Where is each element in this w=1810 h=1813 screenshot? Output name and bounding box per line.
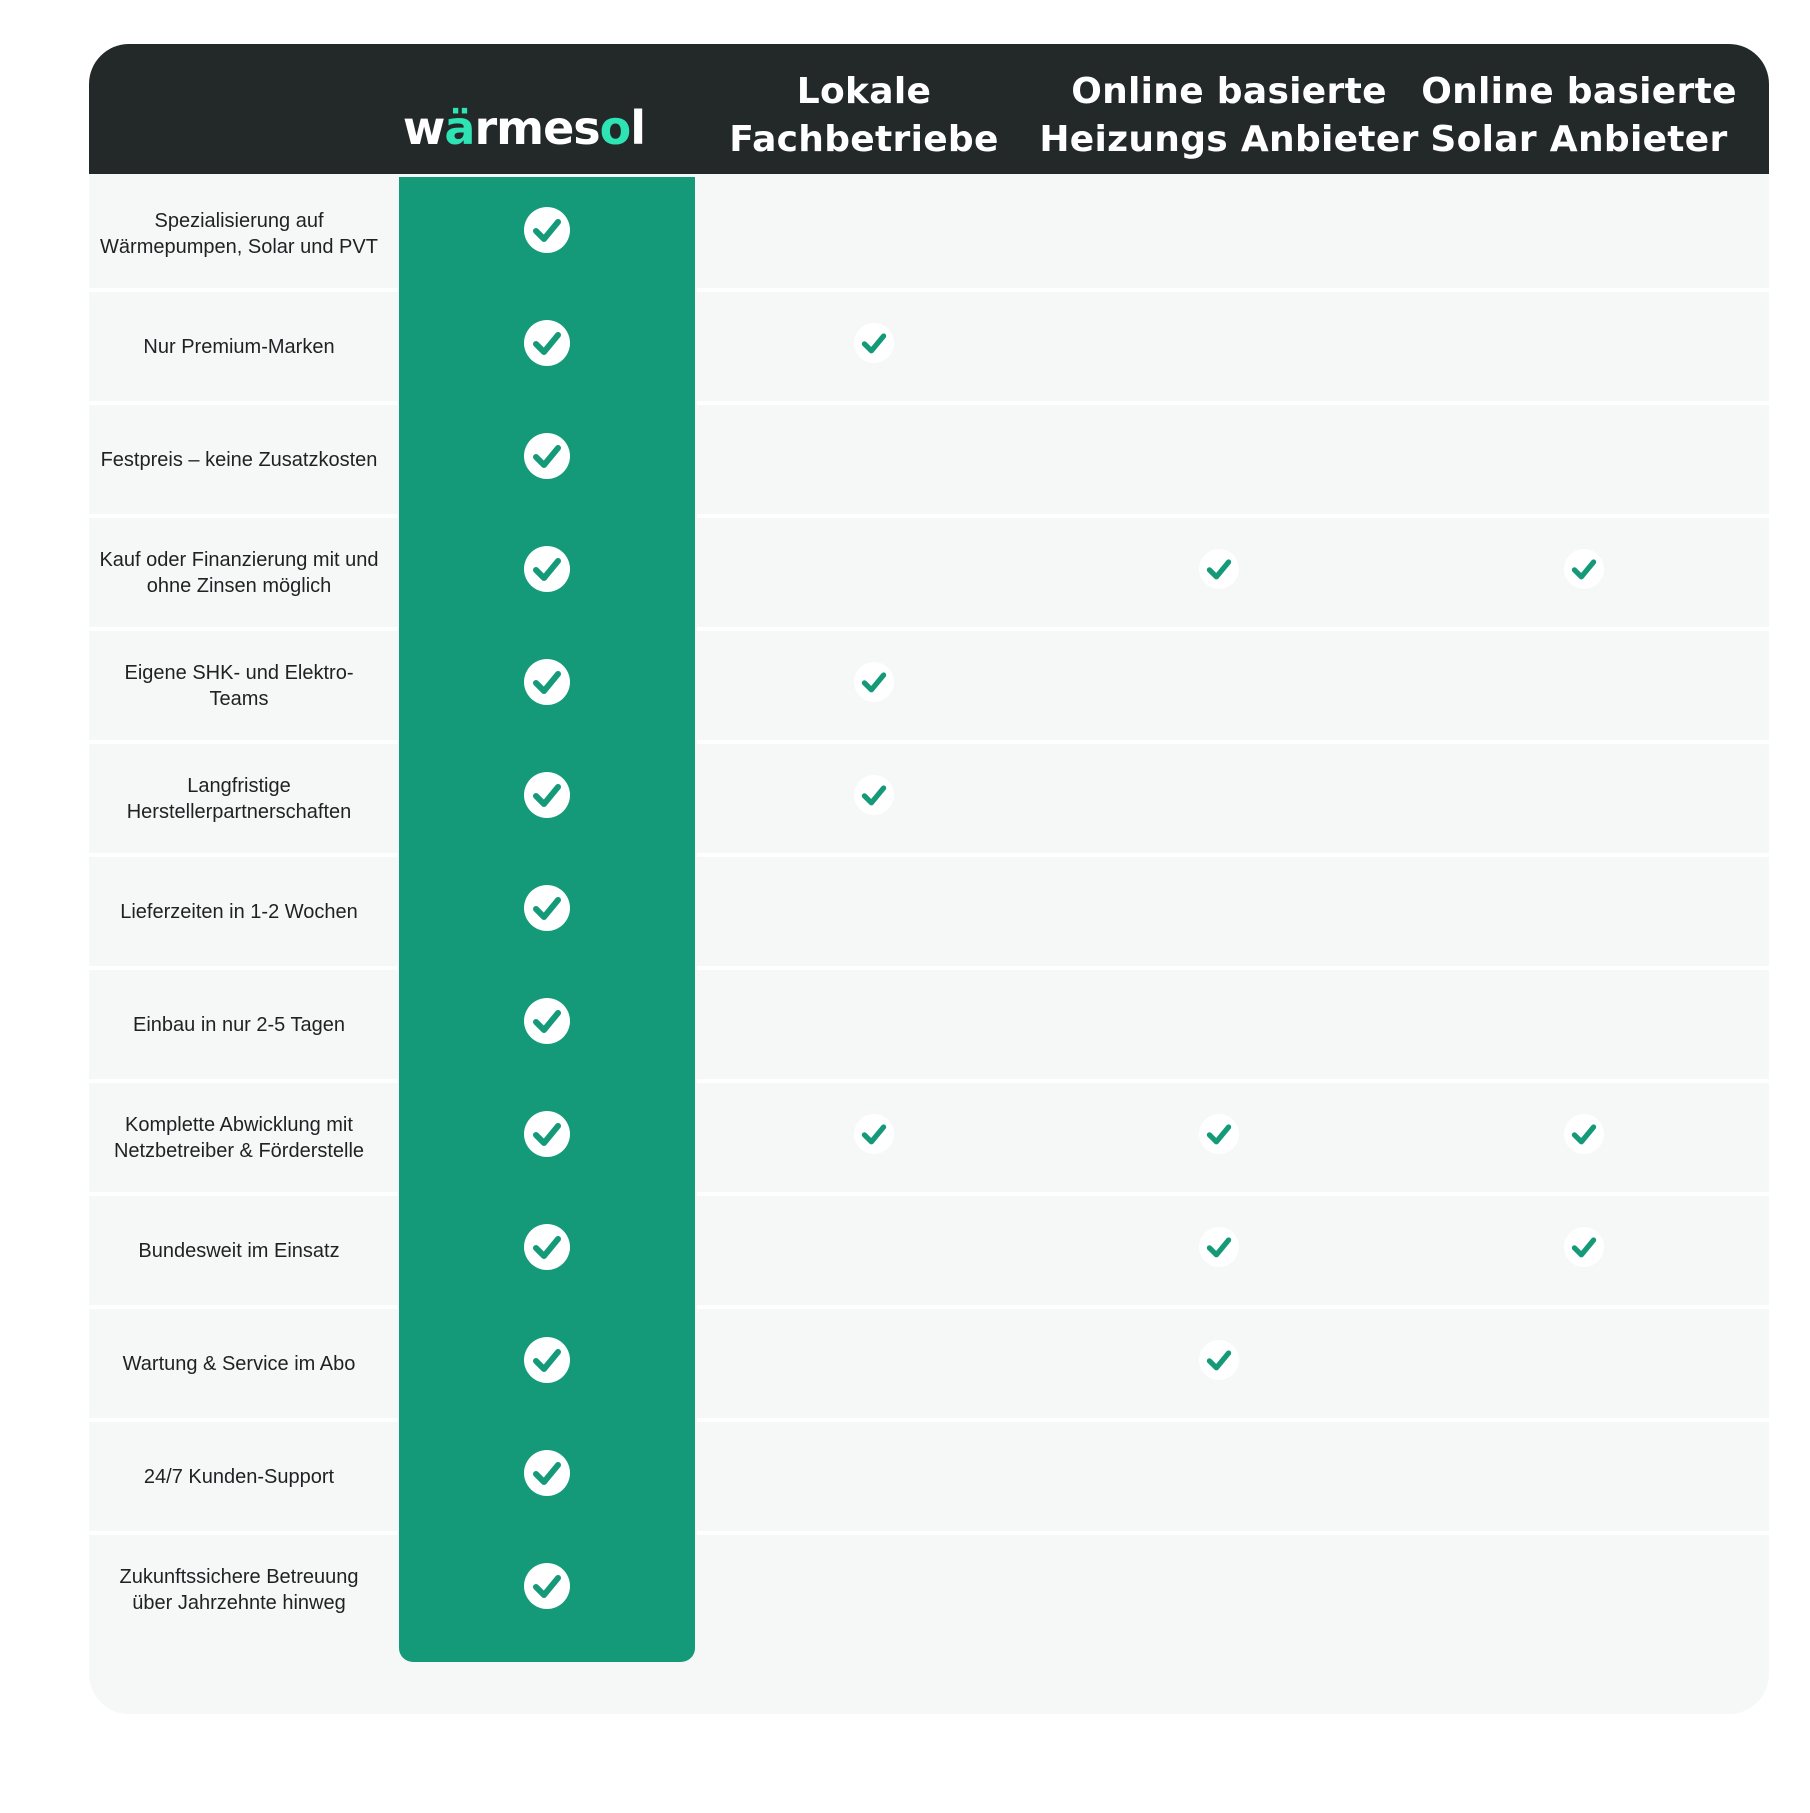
row-divider bbox=[697, 1079, 1769, 1083]
feature-text: Komplette Abwicklung mit Netzbetreiber & Förderstelle bbox=[113, 1113, 365, 1162]
check-icon-solar bbox=[1564, 1227, 1604, 1267]
feature-text: Nur Premium-Marken bbox=[143, 335, 335, 358]
feature-text: Einbau in nur 2-5 Tagen bbox=[132, 1013, 345, 1036]
logo-part: l bbox=[630, 101, 646, 155]
feature-label bbox=[89, 1194, 389, 1307]
feature-text: Zukunftssichere Betreuung über Jahrzehnte hinweg bbox=[119, 1565, 359, 1614]
feature-label bbox=[89, 742, 389, 855]
feature-label bbox=[89, 177, 389, 290]
feature-label bbox=[89, 855, 389, 968]
row-divider bbox=[697, 1418, 1769, 1422]
feature-text: Lieferzeiten in 1-2 Wochen bbox=[120, 900, 358, 923]
row-divider bbox=[697, 1305, 1769, 1309]
feature-label bbox=[89, 403, 389, 516]
feature-label bbox=[89, 1081, 389, 1194]
feature-text: 24/7 Kunden-Support bbox=[143, 1465, 335, 1488]
feature-label bbox=[89, 1533, 389, 1646]
check-icon-waermesol bbox=[524, 772, 570, 818]
check-icon-solar bbox=[1564, 549, 1604, 589]
check-icon-waermesol bbox=[524, 433, 570, 479]
table-header bbox=[89, 44, 1769, 174]
row-divider bbox=[697, 966, 1769, 970]
column-header-solar: Online basierte Solar Anbieter bbox=[1421, 71, 1737, 160]
check-icon-waermesol bbox=[524, 998, 570, 1044]
check-icon-waermesol bbox=[524, 1337, 570, 1383]
feature-text: Eigene SHK- und Elektro-Teams bbox=[124, 661, 354, 710]
check-icon-waermesol bbox=[524, 659, 570, 705]
feature-text: Langfristige Herstellerpartnerschaften bbox=[126, 774, 352, 823]
row-divider bbox=[697, 288, 1769, 292]
logo-flame-icon: ä bbox=[444, 101, 475, 155]
check-icon-waermesol bbox=[524, 320, 570, 366]
row-divider bbox=[697, 1531, 1769, 1535]
check-icon-waermesol bbox=[524, 885, 570, 931]
feature-label bbox=[89, 1307, 389, 1420]
feature-label bbox=[89, 290, 389, 403]
column-header-heizung: Online basierte Heizungs Anbieter bbox=[1039, 71, 1419, 160]
check-icon-lokal bbox=[854, 662, 894, 702]
logo-sun-icon: o bbox=[599, 101, 631, 155]
row-divider bbox=[697, 853, 1769, 857]
logo-part: rmes bbox=[474, 101, 600, 155]
feature-label bbox=[89, 1420, 389, 1533]
logo-part: w bbox=[402, 101, 445, 155]
check-icon-lokal bbox=[854, 323, 894, 363]
waermesol-logo bbox=[394, 98, 654, 158]
check-icon-waermesol bbox=[524, 1450, 570, 1496]
feature-label bbox=[89, 629, 389, 742]
row-divider bbox=[697, 627, 1769, 631]
feature-text: Bundesweit im Einsatz bbox=[138, 1239, 340, 1262]
check-icon-heizung bbox=[1199, 1227, 1239, 1267]
check-icon-waermesol bbox=[524, 1111, 570, 1157]
check-icon-waermesol bbox=[524, 207, 570, 253]
check-icon-lokal bbox=[854, 1114, 894, 1154]
feature-text: Kauf oder Finanzierung mit und ohne Zinsen möglich bbox=[99, 548, 379, 597]
row-divider bbox=[697, 1192, 1769, 1196]
feature-label bbox=[89, 516, 389, 629]
row-divider bbox=[697, 514, 1769, 518]
check-icon-heizung bbox=[1199, 1340, 1239, 1380]
check-icon-lokal bbox=[854, 775, 894, 815]
feature-label bbox=[89, 968, 389, 1081]
check-icon-waermesol bbox=[524, 1563, 570, 1609]
check-icon-heizung bbox=[1199, 1114, 1239, 1154]
feature-text: Wartung & Service im Abo bbox=[122, 1352, 356, 1375]
row-divider bbox=[697, 740, 1769, 744]
column-header-lokal: Lokale Fachbetriebe bbox=[729, 71, 999, 160]
feature-text: Festpreis – keine Zusatzkosten bbox=[100, 448, 378, 471]
feature-text: Spezialisierung auf Wärmepumpen, Solar und PVT bbox=[100, 209, 378, 258]
comparison-table bbox=[89, 44, 1769, 1714]
check-icon-waermesol bbox=[524, 546, 570, 592]
check-icon-waermesol bbox=[524, 1224, 570, 1270]
check-icon-solar bbox=[1564, 1114, 1604, 1154]
check-icon-heizung bbox=[1199, 549, 1239, 589]
row-divider bbox=[697, 401, 1769, 405]
